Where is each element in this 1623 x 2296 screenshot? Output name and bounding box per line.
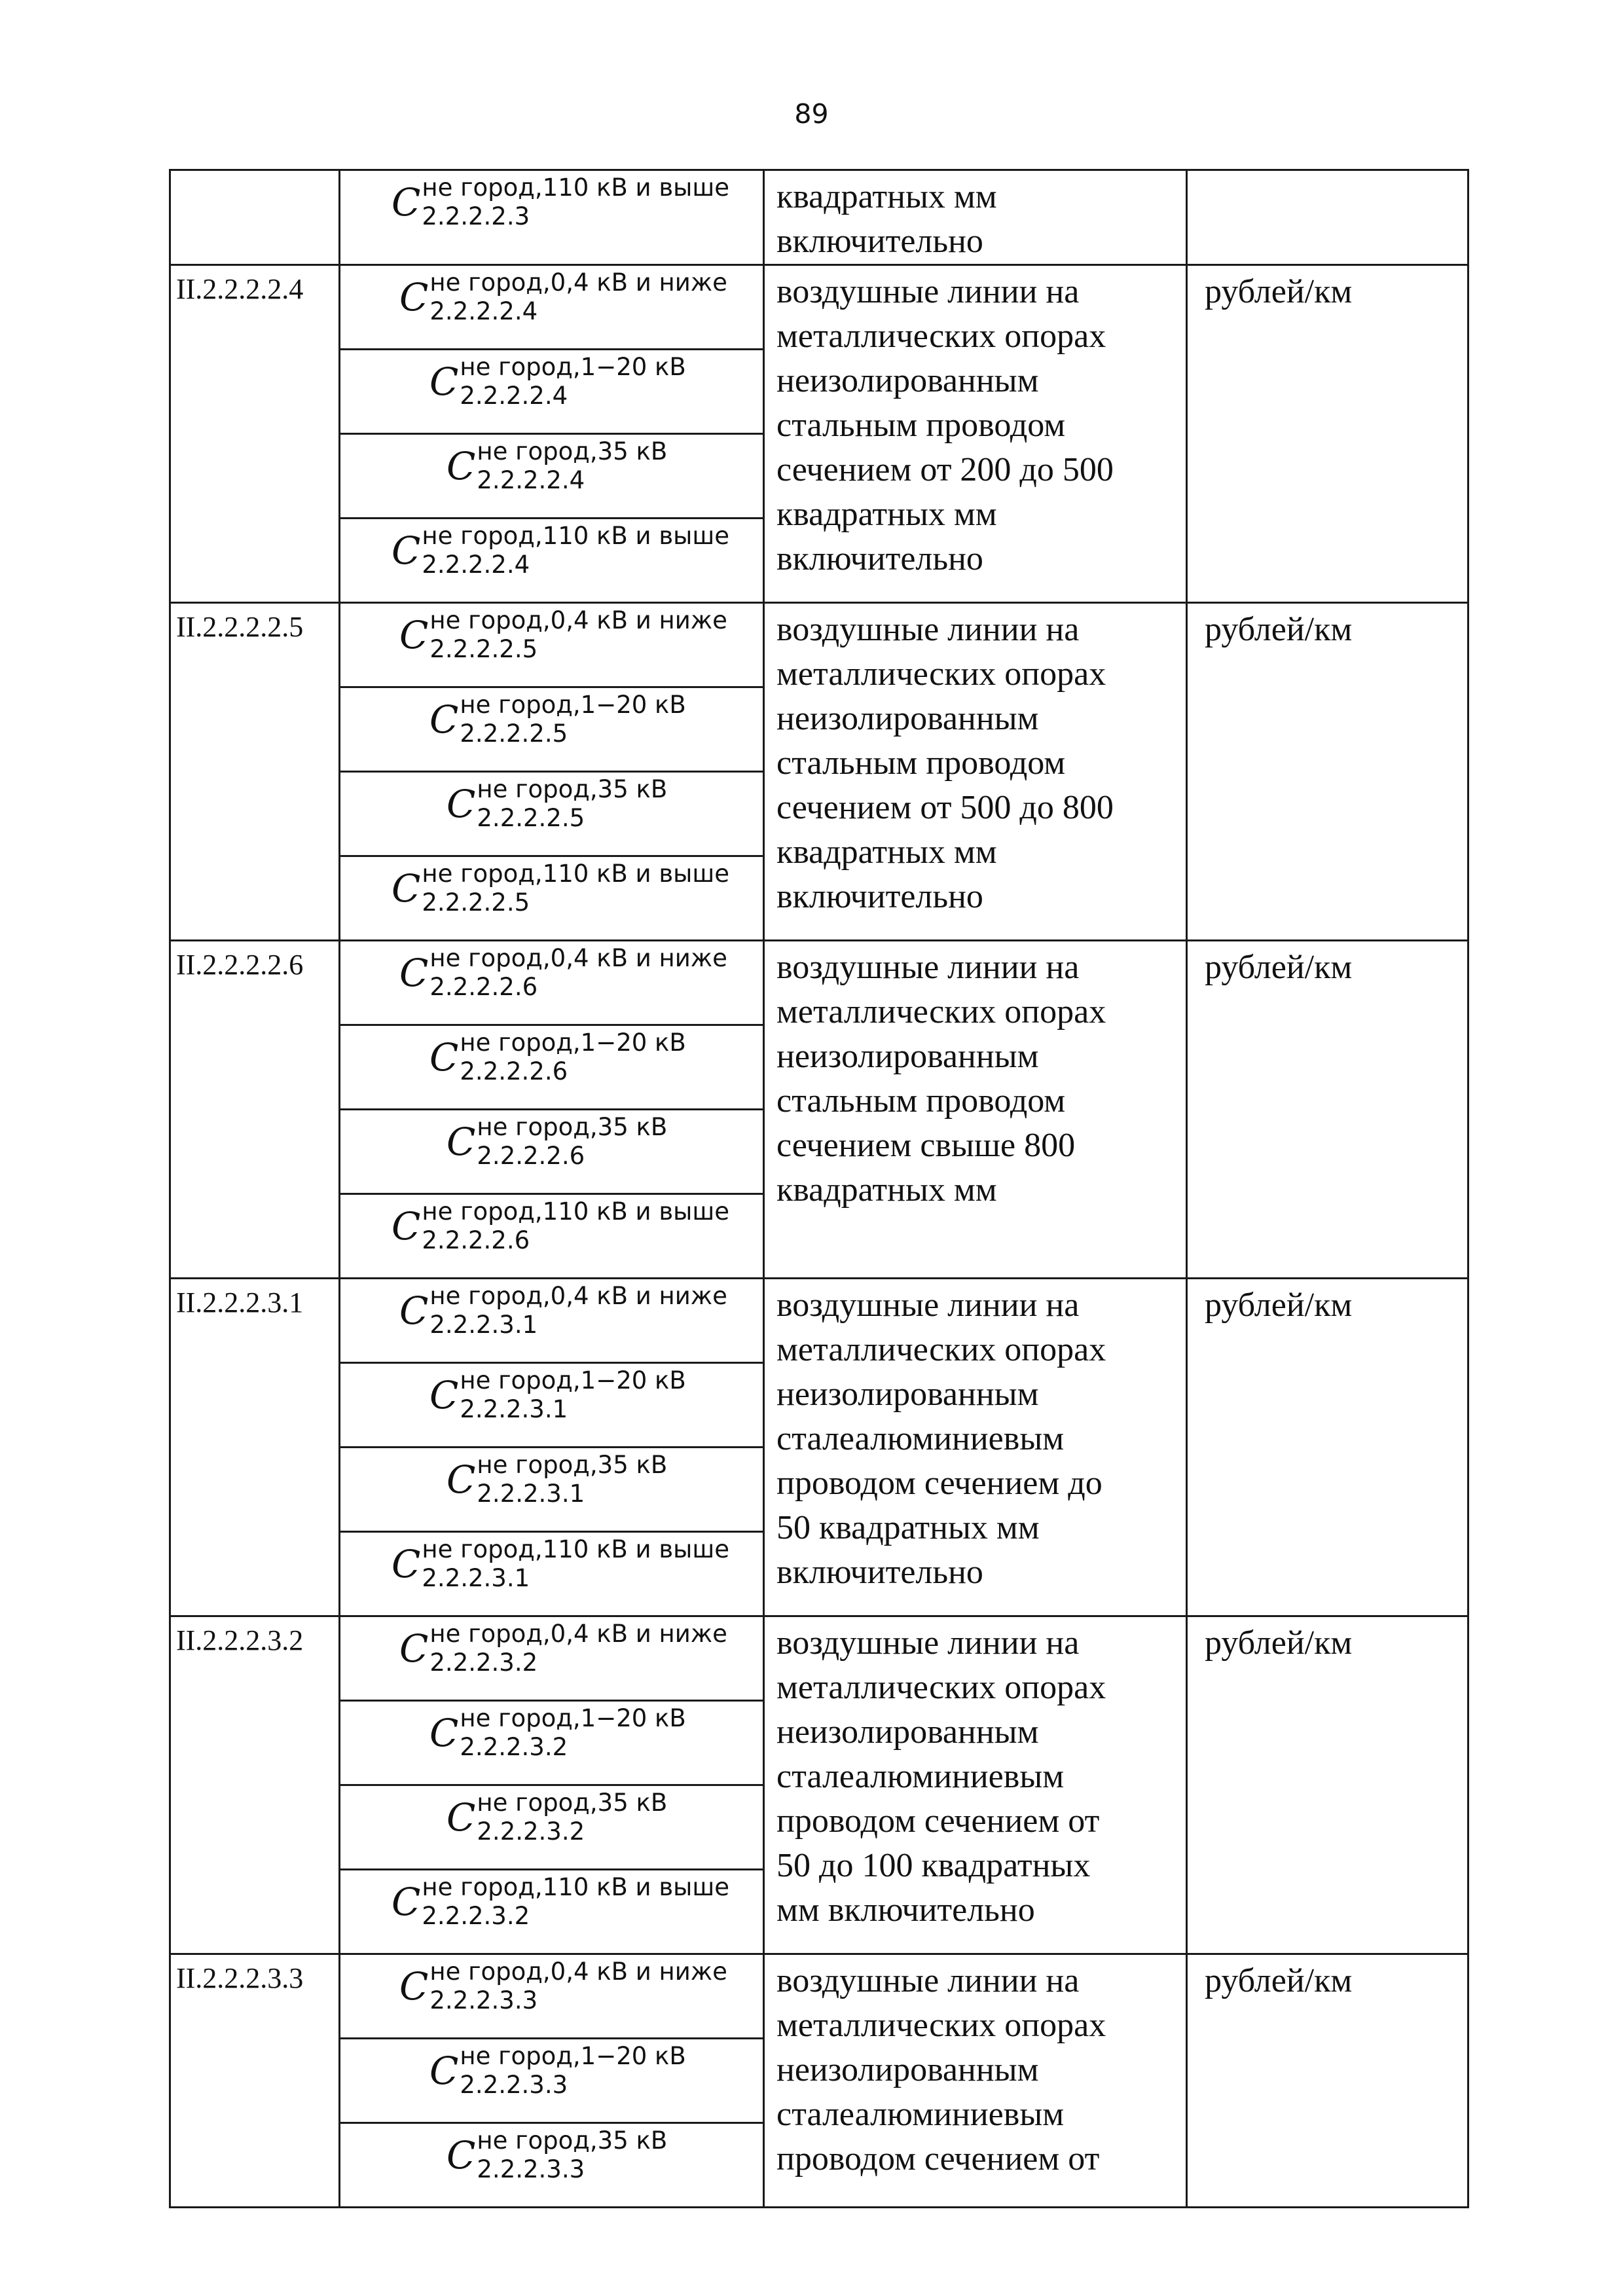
line-description: воздушные линии на металлических опорах неизолированным сталеалюминиевым проводом сечением от	[764, 1954, 1187, 2208]
tariff-symbol	[429, 1366, 686, 1424]
tariff-symbol-cell	[340, 265, 764, 350]
row-number: II.2.2.2.3.2	[170, 1616, 340, 1954]
tariff-symbol-cell	[340, 1194, 764, 1279]
tariff-table	[169, 169, 1469, 2208]
row-number	[170, 170, 340, 265]
symbol-subscript: 2.2.2.2.4	[422, 551, 530, 579]
symbol-letter: C	[399, 1288, 429, 1333]
symbol-letter: C	[447, 1795, 476, 1840]
symbol-superscript: не город,110 кВ и выше	[422, 1535, 729, 1563]
tariff-symbol	[399, 268, 727, 326]
tariff-symbol-cell	[340, 1363, 764, 1448]
tariff-symbol-cell	[340, 1870, 764, 1954]
symbol-superscript: не город,110 кВ и выше	[422, 860, 729, 888]
symbol-letter: C	[429, 2049, 459, 2093]
symbol-superscript: не город,35 кВ	[477, 2126, 668, 2155]
symbol-subscript: 2.2.2.2.4	[460, 382, 568, 410]
tariff-table-body	[170, 170, 1468, 2208]
symbol-letter: C	[399, 613, 429, 657]
line-description: воздушные линии на металлических опорах неизолированным сталеалюминиевым проводом сечением до 50 квадратных мм включительно	[764, 1279, 1187, 1616]
unit-of-measure: рублей/км	[1187, 1616, 1468, 1954]
tariff-symbol	[447, 1789, 667, 1846]
symbol-subscript: 2.2.2.3.1	[429, 1311, 538, 1339]
table-row	[170, 941, 1468, 1025]
symbol-letter: C	[429, 697, 459, 742]
symbol-superscript: не город,110 кВ и выше	[422, 1873, 729, 1901]
symbol-letter: C	[447, 782, 476, 826]
symbol-letter: C	[392, 1542, 421, 1586]
tariff-symbol	[429, 691, 686, 748]
symbol-superscript: не город,35 кВ	[477, 1451, 668, 1479]
tariff-symbol	[399, 1282, 727, 1339]
tariff-symbol	[392, 173, 729, 231]
symbol-letter: C	[399, 1626, 429, 1671]
symbol-letter: C	[447, 2133, 476, 2178]
tariff-symbol	[429, 2042, 686, 2100]
line-description: воздушные линии на металлических опорах неизолированным стальным проводом сечением от 200 до 500 квадратных мм включительно	[764, 265, 1187, 603]
symbol-subscript: 2.2.2.3.2	[460, 1733, 568, 1761]
symbol-superscript: не город,1−20 кВ	[460, 353, 686, 381]
symbol-subscript: 2.2.2.3.1	[422, 1564, 530, 1592]
symbol-subscript: 2.2.2.2.5	[429, 635, 538, 663]
tariff-symbol	[399, 1620, 727, 1677]
tariff-symbol-cell	[340, 603, 764, 687]
symbol-superscript: не город,0,4 кВ и ниже	[429, 268, 727, 297]
tariff-symbol-cell	[340, 170, 764, 265]
tariff-symbol	[392, 1197, 729, 1255]
symbol-superscript: не город,1−20 кВ	[460, 1366, 686, 1394]
table-row	[170, 265, 1468, 350]
symbol-subscript: 2.2.2.2.6	[429, 973, 538, 1001]
table-row	[170, 1279, 1468, 1363]
unit-of-measure: рублей/км	[1187, 603, 1468, 941]
symbol-superscript: не город,0,4 кВ и ниже	[429, 1620, 727, 1648]
symbol-letter: C	[392, 1880, 421, 1924]
tariff-symbol-cell	[340, 856, 764, 941]
tariff-symbol	[447, 1113, 667, 1171]
unit-of-measure	[1187, 170, 1468, 265]
table-row	[170, 1616, 1468, 1701]
unit-of-measure: рублей/км	[1187, 265, 1468, 603]
symbol-superscript: не город,35 кВ	[477, 1789, 668, 1817]
table-row	[170, 1954, 1468, 2039]
line-description: квадратных мм включительно	[764, 170, 1187, 265]
symbol-letter: C	[392, 1204, 421, 1248]
symbol-superscript: не город,0,4 кВ и ниже	[429, 1282, 727, 1310]
row-number: II.2.2.2.2.5	[170, 603, 340, 941]
tariff-symbol-cell	[340, 941, 764, 1025]
tariff-symbol-cell	[340, 1110, 764, 1194]
symbol-letter: C	[392, 866, 421, 911]
unit-of-measure: рублей/км	[1187, 1279, 1468, 1616]
symbol-subscript: 2.2.2.3.1	[477, 1480, 585, 1508]
symbol-superscript: не город,1−20 кВ	[460, 691, 686, 719]
symbol-superscript: не город,35 кВ	[477, 1113, 668, 1141]
row-number: II.2.2.2.3.1	[170, 1279, 340, 1616]
symbol-subscript: 2.2.2.3.2	[477, 1817, 585, 1846]
symbol-superscript: не город,110 кВ и выше	[422, 173, 729, 202]
symbol-letter: C	[392, 528, 421, 573]
symbol-subscript: 2.2.2.2.5	[460, 720, 568, 748]
tariff-symbol	[392, 860, 729, 917]
symbol-superscript: не город,0,4 кВ и ниже	[429, 1958, 727, 1986]
line-description: воздушные линии на металлических опорах неизолированным стальным проводом сечением свыше 800 квадратных мм	[764, 941, 1187, 1279]
symbol-subscript: 2.2.2.3.3	[477, 2155, 585, 2183]
symbol-superscript: не город,1−20 кВ	[460, 2042, 686, 2070]
unit-of-measure: рублей/км	[1187, 941, 1468, 1279]
symbol-letter: C	[429, 1035, 459, 1080]
symbol-superscript: не город,1−20 кВ	[460, 1029, 686, 1057]
symbol-letter: C	[447, 444, 476, 488]
symbol-subscript: 2.2.2.3.1	[460, 1395, 568, 1423]
tariff-symbol-cell	[340, 1279, 764, 1363]
row-number: II.2.2.2.2.6	[170, 941, 340, 1279]
line-description: воздушные линии на металлических опорах неизолированным сталеалюминиевым проводом сечением от 50 до 100 квадратных мм включительно	[764, 1616, 1187, 1954]
symbol-letter: C	[447, 1457, 476, 1502]
symbol-subscript: 2.2.2.3.3	[429, 1986, 538, 2014]
symbol-subscript: 2.2.2.2.4	[429, 297, 538, 325]
symbol-subscript: 2.2.2.2.6	[477, 1142, 585, 1170]
tariff-symbol	[392, 522, 729, 579]
tariff-symbol-cell	[340, 434, 764, 519]
symbol-superscript: не город,35 кВ	[477, 775, 668, 803]
symbol-subscript: 2.2.2.2.4	[477, 466, 585, 494]
tariff-symbol	[447, 2126, 667, 2184]
tariff-symbol	[429, 1029, 686, 1086]
symbol-subscript: 2.2.2.2.5	[477, 804, 585, 832]
tariff-symbol-cell	[340, 1701, 764, 1785]
tariff-symbol	[429, 353, 686, 410]
tariff-symbol	[447, 437, 667, 495]
tariff-symbol-cell	[340, 687, 764, 772]
tariff-symbol-cell	[340, 1532, 764, 1616]
tariff-symbol-cell	[340, 1954, 764, 2039]
symbol-letter: C	[429, 359, 459, 404]
symbol-subscript: 2.2.2.2.6	[422, 1226, 530, 1254]
tariff-symbol	[392, 1873, 729, 1931]
tariff-symbol-cell	[340, 2039, 764, 2123]
tariff-symbol	[399, 1958, 727, 2015]
symbol-superscript: не город,0,4 кВ и ниже	[429, 606, 727, 634]
tariff-symbol	[399, 606, 727, 664]
tariff-symbol-cell	[340, 519, 764, 603]
tariff-symbol	[429, 1704, 686, 1762]
symbol-superscript: не город,1−20 кВ	[460, 1704, 686, 1732]
symbol-letter: C	[429, 1711, 459, 1755]
symbol-letter: C	[399, 1964, 429, 2009]
unit-of-measure: рублей/км	[1187, 1954, 1468, 2208]
tariff-symbol-cell	[340, 1448, 764, 1532]
tariff-symbol-cell	[340, 2123, 764, 2208]
symbol-subscript: 2.2.2.3.2	[422, 1902, 530, 1930]
symbol-subscript: 2.2.2.2.3	[422, 202, 530, 230]
symbol-subscript: 2.2.2.2.6	[460, 1057, 568, 1085]
symbol-subscript: 2.2.2.3.2	[429, 1649, 538, 1677]
symbol-superscript: не город,0,4 кВ и ниже	[429, 944, 727, 972]
tariff-symbol	[392, 1535, 729, 1593]
tariff-symbol	[447, 1451, 667, 1508]
tariff-symbol-cell	[340, 772, 764, 856]
symbol-superscript: не город,110 кВ и выше	[422, 1197, 729, 1226]
tariff-symbol-cell	[340, 350, 764, 434]
tariff-symbol-cell	[340, 1025, 764, 1110]
row-number: II.2.2.2.3.3	[170, 1954, 340, 2208]
symbol-letter: C	[399, 951, 429, 995]
row-number: II.2.2.2.2.4	[170, 265, 340, 603]
symbol-superscript: не город,35 кВ	[477, 437, 668, 465]
symbol-letter: C	[392, 180, 421, 225]
symbol-letter: C	[429, 1373, 459, 1417]
symbol-subscript: 2.2.2.2.5	[422, 888, 530, 917]
symbol-subscript: 2.2.2.3.3	[460, 2071, 568, 2099]
symbol-letter: C	[447, 1120, 476, 1164]
tariff-symbol-cell	[340, 1616, 764, 1701]
symbol-superscript: не город,110 кВ и выше	[422, 522, 729, 550]
line-description: воздушные линии на металлических опорах неизолированным стальным проводом сечением от 500 до 800 квадратных мм включительно	[764, 603, 1187, 941]
tariff-symbol	[399, 944, 727, 1002]
tariff-symbol	[447, 775, 667, 833]
symbol-letter: C	[399, 275, 429, 319]
table-row	[170, 170, 1468, 265]
page-number: 89	[794, 98, 829, 130]
tariff-symbol-cell	[340, 1785, 764, 1870]
table-row	[170, 603, 1468, 687]
